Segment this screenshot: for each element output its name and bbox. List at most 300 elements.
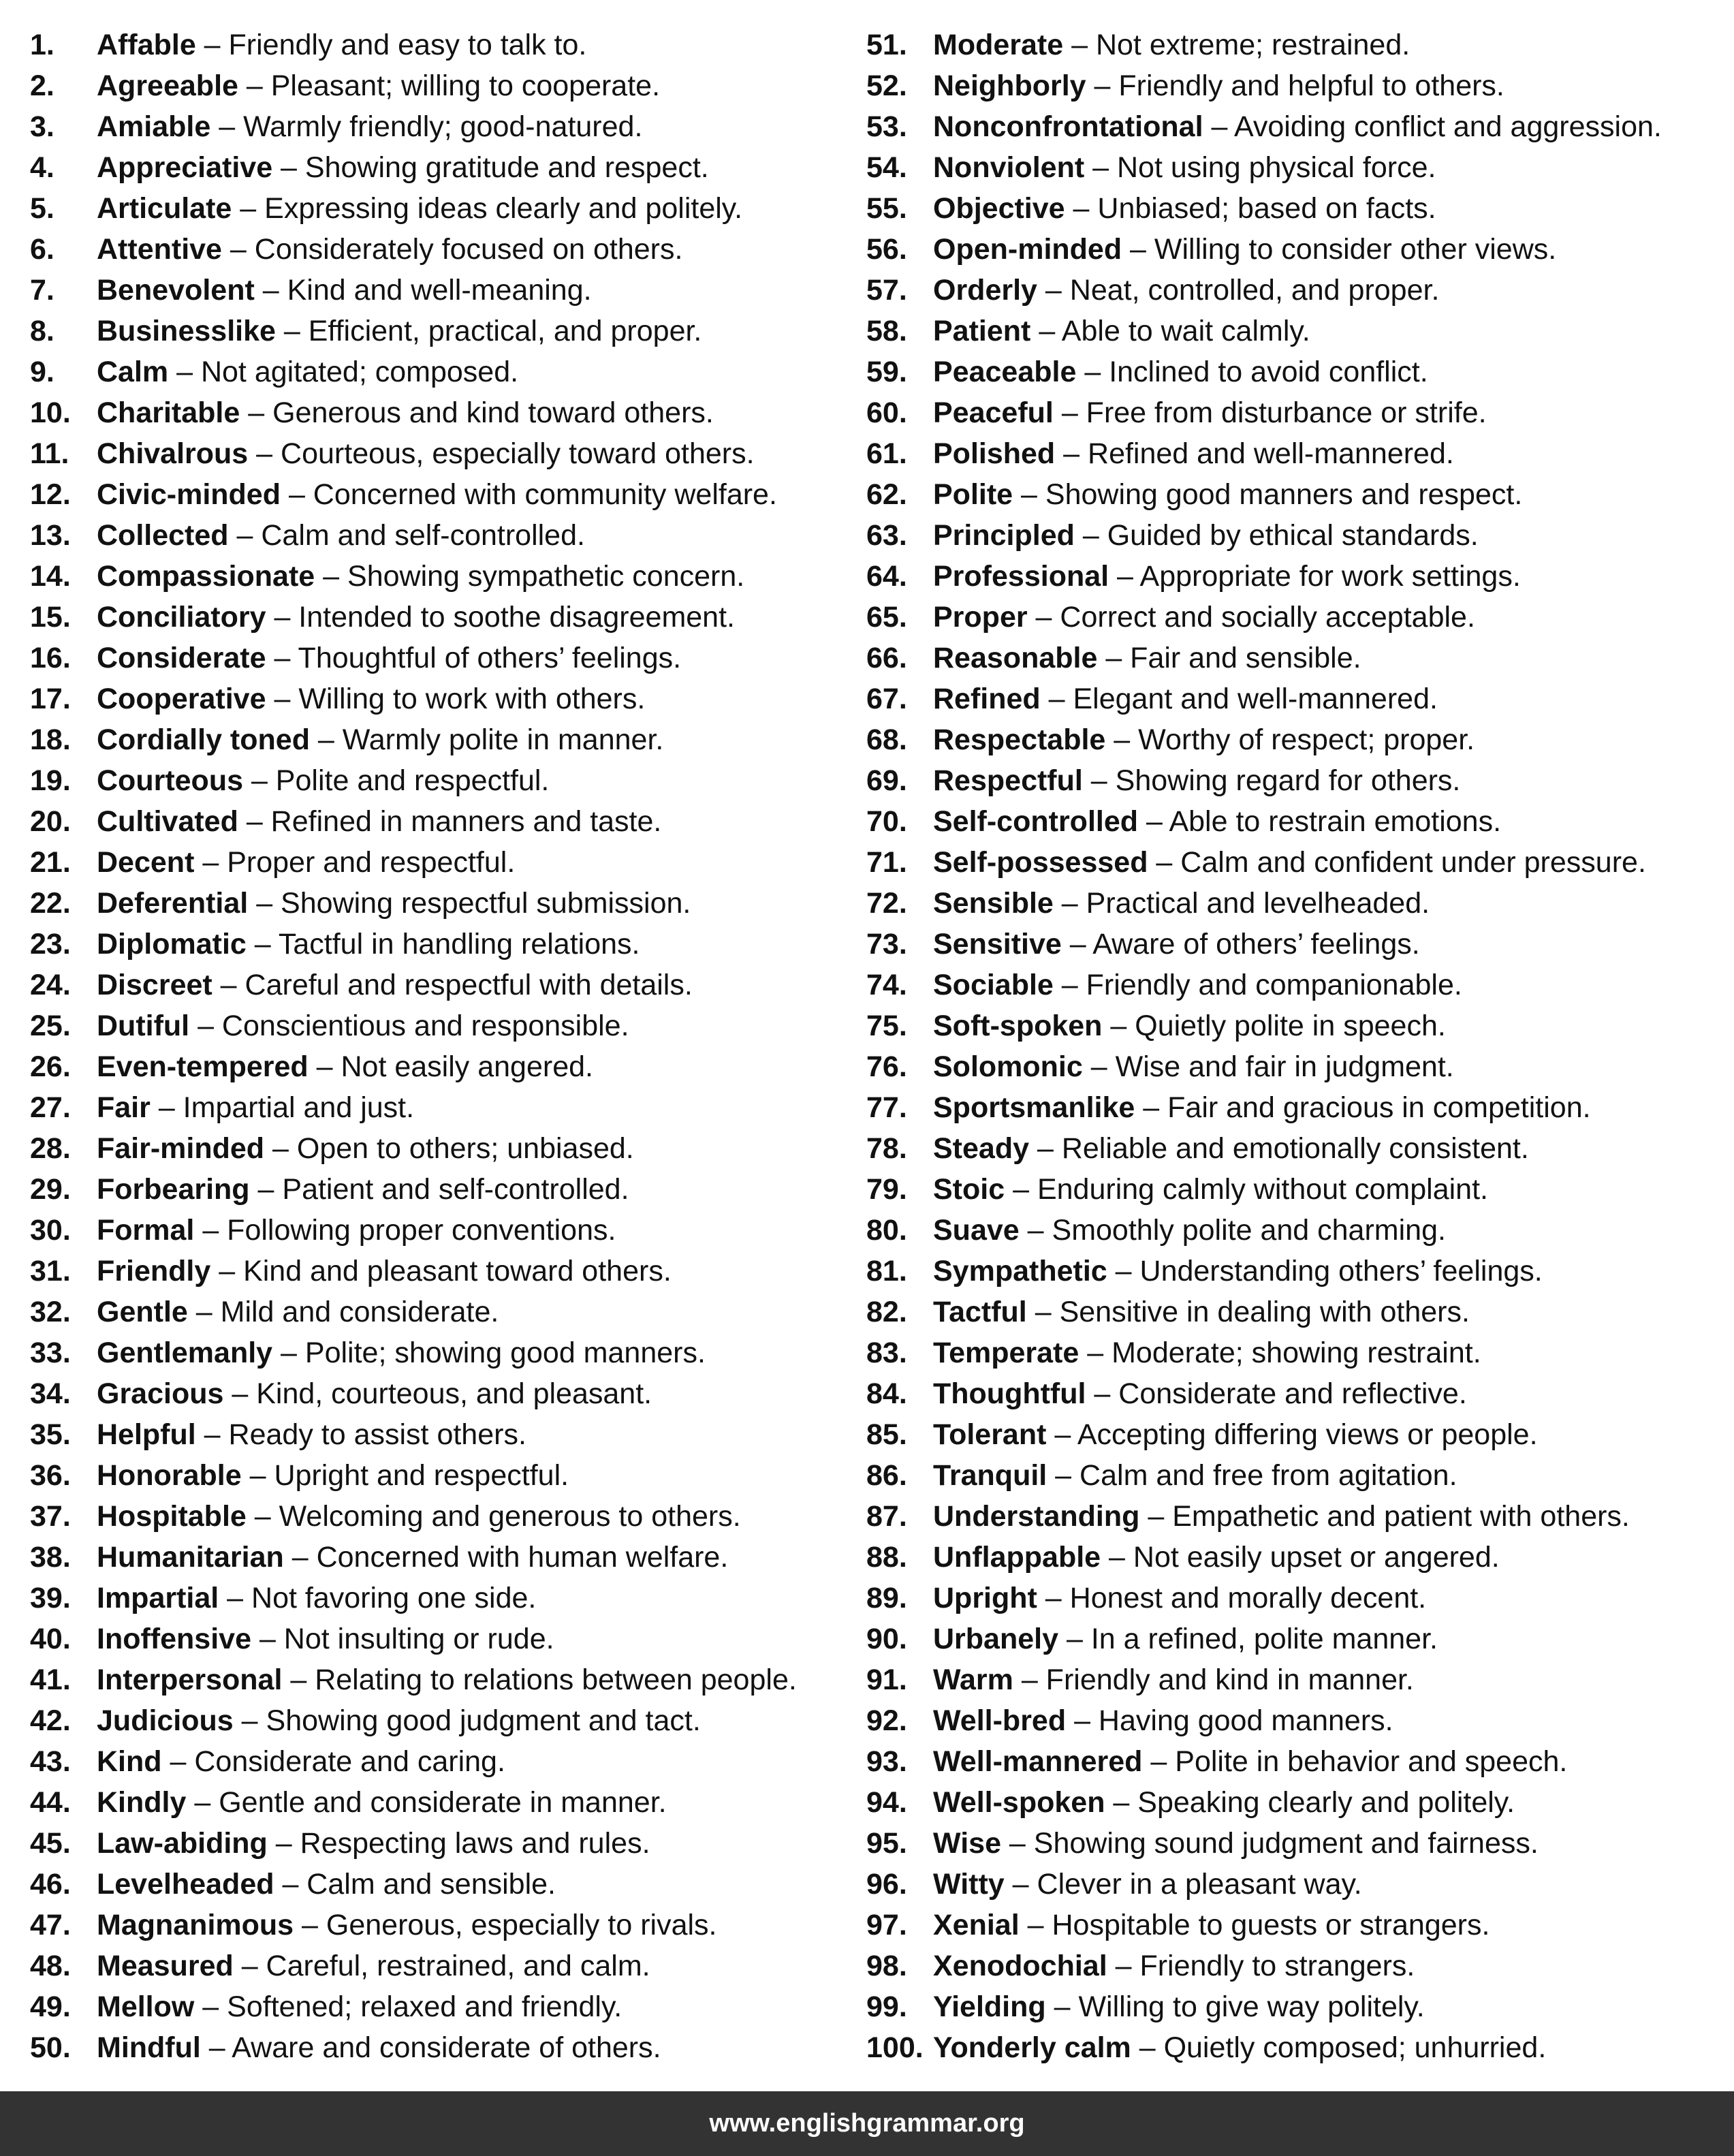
item-term: Thoughtful	[933, 1377, 1086, 1410]
item-number: 49.	[30, 1990, 71, 2023]
item-definition: – Aware and considerate of others.	[200, 2031, 661, 2064]
item-number: 58.	[866, 315, 907, 347]
item-number: 80.	[866, 1214, 907, 1247]
item-number: 64.	[866, 560, 907, 593]
item-term: Businesslike	[97, 315, 276, 347]
item-number: 50.	[30, 2031, 71, 2064]
list-item	[866, 719, 1726, 760]
list-item	[30, 515, 847, 556]
item-term: Cooperative	[97, 683, 266, 715]
item-term: Sympathetic	[933, 1255, 1107, 1287]
item-number: 27.	[30, 1091, 71, 1124]
list-item	[866, 1292, 1726, 1332]
item-definition: – Patient and self-controlled.	[249, 1173, 629, 1206]
list-item	[866, 1905, 1726, 1946]
item-number: 32.	[30, 1296, 71, 1328]
item-term: Patient	[933, 315, 1031, 347]
item-number: 63.	[866, 519, 907, 552]
item-definition: – Appropriate for work settings.	[1109, 560, 1521, 593]
item-term: Considerate	[97, 642, 266, 674]
item-number: 20.	[30, 805, 71, 838]
item-number: 77.	[866, 1091, 907, 1124]
item-number: 5.	[30, 192, 54, 225]
item-definition: – Moderate; showing restraint.	[1079, 1337, 1481, 1369]
item-number: 79.	[866, 1173, 907, 1206]
item-number: 60.	[866, 396, 907, 429]
item-definition: – Showing good judgment and tact.	[233, 1704, 701, 1737]
list-item	[30, 1700, 847, 1741]
item-definition: – Showing regard for others.	[1082, 764, 1461, 797]
item-term: Well-bred	[933, 1704, 1067, 1737]
item-definition: – Polite in behavior and speech.	[1142, 1745, 1568, 1778]
item-definition: – Warmly friendly; good-natured.	[210, 110, 643, 143]
list-item	[866, 1046, 1726, 1087]
item-definition: – Correct and socially acceptable.	[1027, 601, 1475, 634]
list-item	[30, 1741, 847, 1782]
list-item	[866, 229, 1726, 270]
item-term: Conciliatory	[97, 601, 266, 634]
item-number: 90.	[866, 1623, 907, 1655]
list-item	[866, 270, 1726, 311]
item-definition: – Refined in manners and taste.	[238, 805, 662, 838]
item-term: Understanding	[933, 1500, 1140, 1533]
item-term: Fair-minded	[97, 1132, 265, 1165]
item-term: Xenial	[933, 1909, 1020, 1941]
item-number: 61.	[866, 437, 907, 470]
item-definition: – Willing to work with others.	[266, 683, 646, 715]
item-number: 51.	[866, 29, 907, 61]
item-definition: – Friendly and kind in manner.	[1013, 1663, 1414, 1696]
item-term: Xenodochial	[933, 1950, 1107, 1982]
item-number: 85.	[866, 1418, 907, 1451]
item-number: 99.	[866, 1990, 907, 2023]
item-definition: – Not insulting or rude.	[251, 1623, 554, 1655]
list-item	[866, 638, 1726, 678]
list-item	[30, 1578, 847, 1619]
item-number: 10.	[30, 396, 71, 429]
list-item	[866, 1537, 1726, 1578]
item-number: 33.	[30, 1337, 71, 1369]
item-term: Stoic	[933, 1173, 1005, 1206]
item-definition: – Guided by ethical standards.	[1074, 519, 1479, 552]
item-definition: – Enduring calmly without complaint.	[1005, 1173, 1488, 1206]
list-item	[30, 1659, 847, 1700]
item-term: Agreeable	[97, 69, 238, 102]
list-item	[30, 311, 847, 351]
list-item	[866, 147, 1726, 188]
item-definition: – Smoothly polite and charming.	[1019, 1214, 1446, 1247]
list-item	[866, 1578, 1726, 1619]
list-item	[30, 556, 847, 597]
item-term: Articulate	[97, 192, 232, 225]
list-item	[30, 719, 847, 760]
item-number: 86.	[866, 1459, 907, 1492]
item-term: Sportsmanlike	[933, 1091, 1135, 1124]
item-term: Gentlemanly	[97, 1337, 273, 1369]
item-definition: – Respecting laws and rules.	[267, 1827, 650, 1860]
list-item	[30, 1005, 847, 1046]
list-item	[30, 351, 847, 392]
item-term: Well-spoken	[933, 1786, 1105, 1819]
item-number: 24.	[30, 969, 71, 1001]
item-definition: – Not extreme; restrained.	[1063, 29, 1410, 61]
item-definition: – Friendly and companionable.	[1053, 969, 1462, 1001]
list-item	[866, 2027, 1726, 2068]
item-number: 19.	[30, 764, 71, 797]
item-number: 45.	[30, 1827, 71, 1860]
list-item	[866, 1659, 1726, 1700]
item-definition: – Kind, courteous, and pleasant.	[223, 1377, 652, 1410]
item-definition: – Ready to assist others.	[195, 1418, 526, 1451]
item-definition: – Generous and kind toward others.	[240, 396, 714, 429]
list-item	[866, 1864, 1726, 1905]
list-item	[30, 25, 847, 65]
item-term: Appreciative	[97, 151, 273, 184]
item-term: Discreet	[97, 969, 212, 1001]
item-term: Collected	[97, 519, 229, 552]
list-item	[30, 801, 847, 842]
item-number: 59.	[866, 356, 907, 388]
item-definition: – Fair and sensible.	[1097, 642, 1361, 674]
list-item	[866, 1946, 1726, 1986]
item-number: 4.	[30, 151, 54, 184]
item-definition: – Having good manners.	[1066, 1704, 1393, 1737]
item-definition: – Showing respectful submission.	[248, 887, 691, 920]
item-number: 71.	[866, 846, 907, 879]
item-term: Magnanimous	[97, 1909, 294, 1941]
item-term: Orderly	[933, 274, 1037, 307]
item-number: 82.	[866, 1296, 907, 1328]
item-term: Mindful	[97, 2031, 201, 2064]
item-term: Moderate	[933, 29, 1064, 61]
item-term: Suave	[933, 1214, 1020, 1247]
list-item	[30, 65, 847, 106]
item-number: 74.	[866, 969, 907, 1001]
list-item	[866, 1782, 1726, 1823]
item-number: 44.	[30, 1786, 71, 1819]
item-term: Wise	[933, 1827, 1001, 1860]
item-definition: – Proper and respectful.	[194, 846, 516, 879]
item-definition: – Practical and levelheaded.	[1053, 887, 1430, 920]
item-number: 81.	[866, 1255, 907, 1287]
item-definition: – Relating to relations between people.	[282, 1663, 797, 1696]
item-term: Principled	[933, 519, 1075, 552]
item-definition: – Not using physical force.	[1084, 151, 1436, 184]
item-definition: – Honest and morally decent.	[1037, 1582, 1427, 1614]
item-term: Reasonable	[933, 642, 1098, 674]
list-item	[30, 678, 847, 719]
item-number: 78.	[866, 1132, 907, 1165]
list-item	[866, 392, 1726, 433]
item-number: 28.	[30, 1132, 71, 1165]
list-item	[30, 433, 847, 474]
item-definition: – Not favoring one side.	[219, 1582, 537, 1614]
list-item	[866, 965, 1726, 1005]
list-item	[30, 842, 847, 883]
footer-url[interactable]: www.englishgrammar.org	[709, 2109, 1025, 2138]
item-term: Unflappable	[933, 1541, 1101, 1574]
item-definition: – Showing good manners and respect.	[1013, 478, 1523, 511]
item-number: 42.	[30, 1704, 71, 1737]
item-number: 55.	[866, 192, 907, 225]
item-definition: – Following proper conventions.	[194, 1214, 616, 1247]
list-item	[866, 842, 1726, 883]
item-definition: – Calm and confident under pressure.	[1148, 846, 1646, 879]
item-definition: – Intended to soothe disagreement.	[266, 601, 735, 634]
item-definition: – Speaking clearly and politely.	[1105, 1786, 1515, 1819]
item-number: 72.	[866, 887, 907, 920]
item-number: 2.	[30, 69, 54, 102]
list-item	[866, 883, 1726, 924]
item-definition: – Considerate and reflective.	[1086, 1377, 1467, 1410]
list-item	[866, 1087, 1726, 1128]
footer-bar	[0, 2091, 1734, 2156]
item-number: 83.	[866, 1337, 907, 1369]
item-number: 97.	[866, 1909, 907, 1941]
item-definition: – Conscientious and responsible.	[189, 1010, 629, 1042]
item-definition: – Not easily upset or angered.	[1101, 1541, 1500, 1574]
item-definition: – In a refined, polite manner.	[1058, 1623, 1438, 1655]
item-term: Cultivated	[97, 805, 238, 838]
list-item	[30, 1537, 847, 1578]
item-number: 70.	[866, 805, 907, 838]
item-definition: – Concerned with community welfare.	[281, 478, 777, 511]
item-term: Levelheaded	[97, 1868, 274, 1901]
item-number: 38.	[30, 1541, 71, 1574]
list-item	[30, 883, 847, 924]
item-term: Respectful	[933, 764, 1083, 797]
list-item	[866, 1823, 1726, 1864]
list-item	[30, 924, 847, 965]
item-number: 37.	[30, 1500, 71, 1533]
item-term: Tranquil	[933, 1459, 1047, 1492]
item-term: Decent	[97, 846, 195, 879]
item-definition: – Showing sound judgment and fairness.	[1000, 1827, 1539, 1860]
item-number: 8.	[30, 315, 54, 347]
item-number: 36.	[30, 1459, 71, 1492]
list-item	[866, 1251, 1726, 1292]
list-item	[30, 1128, 847, 1169]
item-definition: – Efficient, practical, and proper.	[275, 315, 702, 347]
item-term: Kindly	[97, 1786, 187, 1819]
item-term: Diplomatic	[97, 928, 247, 960]
item-term: Honorable	[97, 1459, 242, 1492]
item-definition: – Reliable and emotionally consistent.	[1029, 1132, 1529, 1165]
item-number: 92.	[866, 1704, 907, 1737]
item-definition: – Thoughtful of others’ feelings.	[266, 642, 682, 674]
list-item	[30, 392, 847, 433]
item-number: 7.	[30, 274, 54, 307]
item-term: Upright	[933, 1582, 1037, 1614]
list-item	[30, 1210, 847, 1251]
item-term: Fair	[97, 1091, 151, 1124]
list-item	[30, 1292, 847, 1332]
item-definition: – Willing to give way politely.	[1045, 1990, 1425, 2023]
item-number: 95.	[866, 1827, 907, 1860]
list-item	[866, 1619, 1726, 1659]
item-number: 14.	[30, 560, 71, 593]
item-definition: – Mild and considerate.	[187, 1296, 499, 1328]
item-definition: – Sensitive in dealing with others.	[1026, 1296, 1470, 1328]
item-definition: – Free from disturbance or strife.	[1053, 396, 1487, 429]
list-item	[30, 760, 847, 801]
item-number: 91.	[866, 1663, 907, 1696]
item-definition: – Calm and sensible.	[274, 1868, 556, 1901]
list-item	[866, 1700, 1726, 1741]
list-item	[866, 801, 1726, 842]
item-term: Gracious	[97, 1377, 224, 1410]
list-item	[866, 1210, 1726, 1251]
item-definition: – Accepting differing views or people.	[1046, 1418, 1538, 1451]
item-term: Polite	[933, 478, 1013, 511]
item-definition: – Worthy of respect; proper.	[1105, 723, 1475, 756]
item-number: 9.	[30, 356, 54, 388]
item-term: Warm	[933, 1663, 1013, 1696]
item-term: Formal	[97, 1214, 195, 1247]
list-item	[866, 1005, 1726, 1046]
item-term: Respectable	[933, 723, 1106, 756]
item-definition: – Generous, especially to rivals.	[294, 1909, 717, 1941]
item-number: 23.	[30, 928, 71, 960]
list-item	[30, 638, 847, 678]
item-term: Professional	[933, 560, 1109, 593]
list-item	[30, 1782, 847, 1823]
item-term: Mellow	[97, 1990, 195, 2023]
item-term: Gentle	[97, 1296, 188, 1328]
item-definition: – Friendly and helpful to others.	[1086, 69, 1504, 102]
list-item	[866, 1373, 1726, 1414]
list-item	[30, 1169, 847, 1210]
item-number: 35.	[30, 1418, 71, 1451]
item-definition: – Welcoming and generous to others.	[246, 1500, 741, 1533]
list-item	[30, 1332, 847, 1373]
item-number: 75.	[866, 1010, 907, 1042]
item-term: Witty	[933, 1868, 1005, 1901]
item-definition: – Friendly and easy to talk to.	[195, 29, 587, 61]
item-definition: – Showing gratitude and respect.	[272, 151, 709, 184]
item-definition: – Considerately focused on others.	[221, 233, 683, 266]
list-item	[866, 1986, 1726, 2027]
item-number: 66.	[866, 642, 907, 674]
item-term: Measured	[97, 1950, 234, 1982]
item-term: Humanitarian	[97, 1541, 284, 1574]
list-item	[866, 1169, 1726, 1210]
list-item	[866, 433, 1726, 474]
item-number: 94.	[866, 1786, 907, 1819]
item-definition: – Calm and free from agitation.	[1047, 1459, 1457, 1492]
item-term: Impartial	[97, 1582, 219, 1614]
list-item	[30, 2027, 847, 2068]
list-item	[866, 65, 1726, 106]
item-number: 67.	[866, 683, 907, 715]
item-definition: – Considerate and caring.	[161, 1745, 505, 1778]
item-definition: – Polite; showing good manners.	[272, 1337, 706, 1369]
list-item	[30, 1087, 847, 1128]
item-number: 6.	[30, 233, 54, 266]
list-item	[866, 188, 1726, 229]
list-item	[30, 965, 847, 1005]
item-term: Peaceful	[933, 396, 1054, 429]
item-term: Steady	[933, 1132, 1030, 1165]
item-definition: – Aware of others’ feelings.	[1061, 928, 1420, 960]
list-item	[866, 1332, 1726, 1373]
list-item	[30, 597, 847, 638]
list-item	[866, 597, 1726, 638]
item-definition: – Quietly polite in speech.	[1102, 1010, 1446, 1042]
item-definition: – Avoiding conflict and aggression.	[1203, 110, 1662, 143]
list-item	[866, 1414, 1726, 1455]
item-definition: – Kind and pleasant toward others.	[210, 1255, 672, 1287]
item-definition: – Pleasant; willing to cooperate.	[238, 69, 661, 102]
item-number: 1.	[30, 29, 54, 61]
item-definition: – Understanding others’ feelings.	[1107, 1255, 1543, 1287]
item-definition: – Elegant and well-mannered.	[1040, 683, 1438, 715]
word-list-right-column	[866, 25, 1726, 2068]
list-item	[866, 106, 1726, 147]
item-definition: – Unbiased; based on facts.	[1065, 192, 1436, 225]
item-number: 98.	[866, 1950, 907, 1982]
item-term: Judicious	[97, 1704, 234, 1737]
item-definition: – Fair and gracious in competition.	[1135, 1091, 1591, 1124]
item-term: Sensitive	[933, 928, 1062, 960]
item-term: Civic-minded	[97, 478, 281, 511]
item-definition: – Hospitable to guests or strangers.	[1019, 1909, 1490, 1941]
item-term: Tolerant	[933, 1418, 1047, 1451]
item-definition: – Concerned with human welfare.	[283, 1541, 729, 1574]
item-term: Nonviolent	[933, 151, 1085, 184]
item-number: 26.	[30, 1050, 71, 1083]
item-number: 13.	[30, 519, 71, 552]
item-definition: – Willing to consider other views.	[1122, 233, 1557, 266]
list-item	[30, 1905, 847, 1946]
list-item	[30, 1373, 847, 1414]
item-number: 89.	[866, 1582, 907, 1614]
list-item	[866, 760, 1726, 801]
item-definition: – Showing sympathetic concern.	[315, 560, 745, 593]
item-number: 65.	[866, 601, 907, 634]
item-definition: – Upright and respectful.	[241, 1459, 569, 1492]
item-term: Polished	[933, 437, 1056, 470]
item-number: 46.	[30, 1868, 71, 1901]
item-number: 73.	[866, 928, 907, 960]
list-item	[866, 25, 1726, 65]
list-item	[30, 106, 847, 147]
item-definition: – Refined and well-mannered.	[1055, 437, 1454, 470]
item-term: Well-mannered	[933, 1745, 1143, 1778]
item-number: 68.	[866, 723, 907, 756]
item-number: 54.	[866, 151, 907, 184]
list-item	[866, 1741, 1726, 1782]
item-definition: – Careful, restrained, and calm.	[233, 1950, 650, 1982]
item-number: 62.	[866, 478, 907, 511]
item-term: Deferential	[97, 887, 249, 920]
item-definition: – Quietly composed; unhurried.	[1131, 2031, 1547, 2064]
item-definition: – Warmly polite in manner.	[309, 723, 664, 756]
item-number: 100.	[866, 2031, 924, 2064]
item-definition: – Tactful in handling relations.	[246, 928, 640, 960]
item-number: 18.	[30, 723, 71, 756]
list-item	[30, 270, 847, 311]
item-term: Open-minded	[933, 233, 1122, 266]
item-term: Hospitable	[97, 1500, 247, 1533]
item-definition: – Calm and self-controlled.	[228, 519, 585, 552]
item-term: Calm	[97, 356, 169, 388]
item-term: Proper	[933, 601, 1028, 634]
item-term: Law-abiding	[97, 1827, 268, 1860]
list-item	[866, 924, 1726, 965]
list-item	[30, 474, 847, 515]
item-definition: – Able to restrain emotions.	[1138, 805, 1502, 838]
